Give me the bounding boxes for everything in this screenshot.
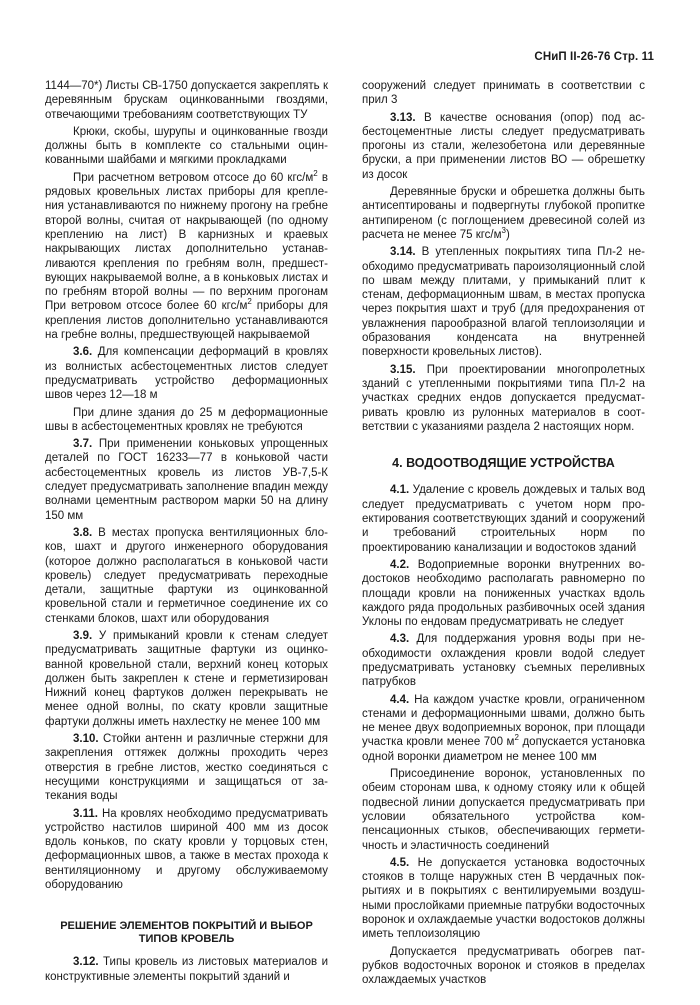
paragraph: При длине здания до 25 м деформационные швы в асбестоцементных кровлях не требуются: [45, 406, 328, 433]
paragraph: 4.2. Водоприемные воронки внутренних водостоков необходимо располагать равномерно по площади кровли на пониженных участках вдоль каждого ряда продольных разбивочных осей здания Уклоны по ендовам предусматривать не следует: [362, 558, 645, 629]
paragraph: 3.7. При применении коньковых упрощенных деталей по ГОСТ 16233—77 в коньковой части асбестоцементных кровель из листов УВ-7,5-К следует предусматривать заполнение впадин между волнами цементным раствором марки 50 на длину 150 мм: [45, 438, 328, 522]
clause-number: 4.1.: [390, 484, 410, 497]
paragraph: 3.8. В местах пропуска вентиляционных блоков, шахт и другого инженерного оборудования (которое должно располагаться в коньковой части кровель) следует предусматривать переходные детали, защитные фартуки из оцинкованной кровельной стали и герметичное соединение их со стенками блоков, шахт или оборудования: [45, 526, 328, 625]
paragraph: При расчетном ветровом отсосе до 60 кгс/$м^2$ в рядовых кровельных листах приборы для крепления устанавливаются по нижнему прогону на гребне второй волны, считая от накрывающей (по одному креплению на лист) В карнизных и краевых накрывающих листах дополнительно устанавливаются крепления по гребням волн, предшествующих накрываемой волне, а в коньковых листах и по гребням второй волны — по верхним прогонам При ветровом отсосе более 60 кгс/$м^2$ приборы для крепления листов дополнительно устанавливаются на гребне волны, предшествующей накрываемой: [45, 168, 328, 342]
clause-number: 4.2.: [390, 558, 410, 571]
clause-number: 3.11.: [73, 807, 98, 820]
paragraph: Присоединение воронок, установленных по обеим сторонам шва, к одному стояку или к общей подвесной линии допускается предусматривать при условии обязательного устройства компенсационных стыков, обеспечивающих герметичность и эластичность соединений: [362, 768, 645, 852]
clause-number: 3.9.: [73, 629, 93, 642]
page-header: СНиП II-26-76 Стр. 11: [534, 51, 654, 63]
paragraph: Крюки, скобы, шурупы и оцинкованные гвозди должны быть в комплекте со стальными оцинкованными шайбами и мягкими прокладками: [45, 125, 328, 167]
paragraph: 3.6. Для компенсации деформаций в кровлях из волнистых асбестоцементных листов следует предусматривать устройство деформационных швов через 12—18 м: [45, 346, 328, 402]
right-text-column: [362, 79, 645, 991]
clause-number: 4.4.: [390, 693, 410, 706]
paragraph: 4.4. На каждом участке кровли, ограниченном стенами и деформационными швами, должно быть не менее двух водоприемных воронок, при площади участка кровли менее 700 $м^2$ допускается установка одной воронки диаметром не менее 100 мм: [362, 693, 646, 763]
clause-number: 4.5.: [390, 856, 410, 869]
section-heading: РЕШЕНИЕ ЭЛЕМЕНТОВ ПОКРЫТИЙ И ВЫБОР ТИПОВ КРОВЕЛЬ: [60, 920, 313, 946]
left-text-column: [45, 79, 328, 987]
paragraph: 4.5. Не допускается установка водосточных стояков в толще наружных стен В чердачных покрытиях и в покрытиях с вентилируемыми воздушными прослойками приемные патрубки водосточных воронок и охлаждаемые участки водостоков должны иметь теплоизоляцию: [362, 856, 645, 941]
paragraph: Деревянные бруски и обрешетка должны быть антисептированы и подвергнуты глубокой пропитке антипиреном (с поглощением древесиной солей из расчета не менее 75 кгс/$м^3$): [362, 186, 645, 241]
paragraph: 1144—70*) Листы СВ-1750 допускается закреплять к деревянным брускам оцинкованными гвоздями, отвечающими требованиям соответствующих ТУ: [45, 80, 328, 121]
paragraph: 3.9. У примыканий кровли к стенам следует предусматривать защитные фартуки из оцинкованной кровельной стали, верхний конец которых должен быть закреплен к стене и герметизирован Нижний конец фартуков должен перекрывать не менее одной волны, по скату кровли защитные фартуки должны иметь нахлестку не менее 100 мм: [45, 629, 328, 728]
clause-number: 3.10.: [73, 733, 99, 746]
clause-number: 3.7.: [73, 438, 93, 451]
clause-number: 3.6.: [73, 346, 93, 359]
clause-number: 4.3.: [390, 633, 410, 646]
clause-number: 3.15.: [390, 363, 416, 376]
paragraph: 3.13. В качестве основания (опор) под асбестоцементные листы следует предусматривать прогоны из стали, железобетона или деревянные бруски, а при применении листов ВО — обрешетку из досок: [362, 111, 645, 181]
paragraph: 3.10. Стойки антенн и различные стержни для закрепления оттяжек должны проходить через отверстия в гребне листов, жестко соединяться с несущими конструкциями и защищаться от затекания воды: [45, 733, 328, 803]
clause-number: 3.13.: [390, 111, 416, 124]
paragraph: 4.1. Удаление с кровель дождевых и талых вод следует предусматривать с учетом норм проектирования соответствующих зданий и сооружений и требований строительных норм по проектированию канализации и водостоков зданий: [362, 484, 645, 554]
clause-number: 3.8.: [73, 526, 93, 539]
clause-number: 3.14.: [390, 246, 416, 259]
paragraph: 4.3. Для поддержания уровня воды при необходимости охлаждения кровли водой следует предусматривать установку съемных переливных патрубков: [362, 633, 645, 689]
chapter-heading: 4. ВОДООТВОДЯЩИЕ УСТРОЙСТВА: [392, 456, 615, 471]
paragraph: 3.15. При проектировании многопролетных зданий с утепленными покрытиями типа Пл-2 на участках средних ендов допускается предусматривать кровлю из рулонных материалов в соответствии с указаниями раздела 2 настоящих норм.: [362, 363, 645, 433]
paragraph: 3.14. В утепленных покрытиях типа Пл-2 необходимо предусматривать пароизоляционный слой по швам между плитами, у примыканий плит к стенам, деформационным швам, в местах пропуска через покрытия шахт и труб (для предохранения от увлажнения парообразной влагой теплоизоляции и образования конденсата на внутренней поверхности кровельных листов).: [362, 246, 645, 359]
paragraph: 3.11. На кровлях необходимо предусматривать устройство настилов шириной 400 мм из досок вдоль коньков, по скату кровли у торцовых стен, деформационных швов, а также в местах прохода к вентиляционному и другому обслуживаемому оборудованию: [45, 807, 328, 892]
paragraph: Допускается предусматривать обогрев патрубков водосточных воронок и стояков в пределах охлаждаемых участков: [362, 945, 645, 987]
clause-number: 3.12.: [73, 956, 99, 969]
paragraph: сооружений следует принимать в соответствии с прил 3: [362, 80, 645, 107]
paragraph: 3.12. Типы кровель из листовых материалов и конструктивные элементы покрытий зданий и: [45, 956, 328, 983]
